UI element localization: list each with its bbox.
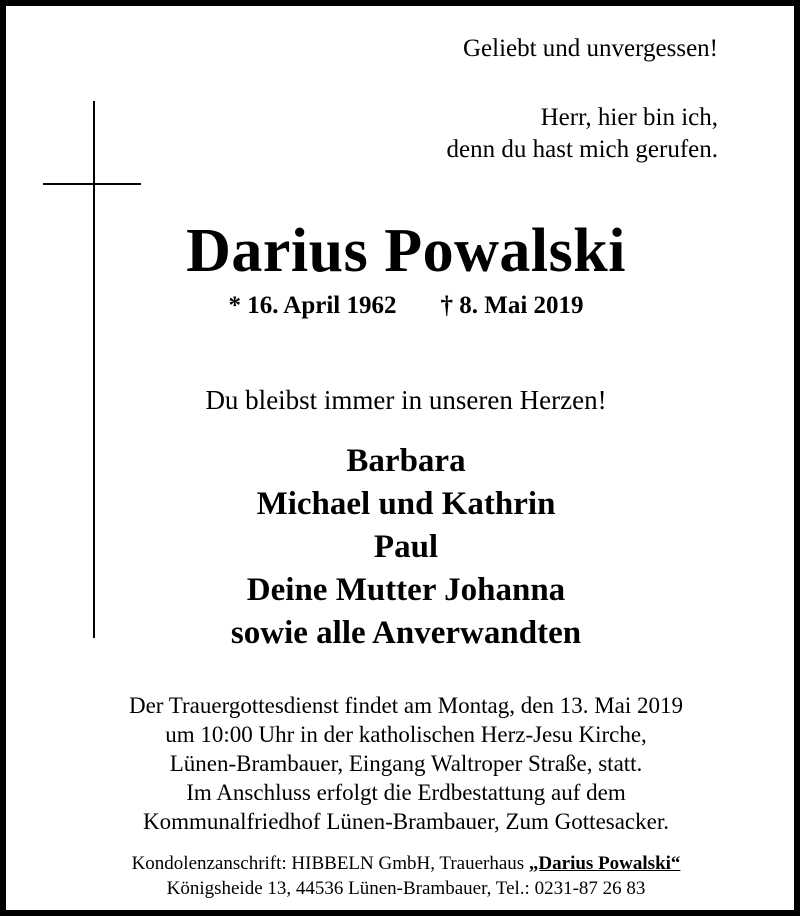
- motto: Geliebt und unvergessen!: [462, 35, 718, 62]
- birth-date: * 16. April 1962: [228, 292, 397, 319]
- mourner-item: Paul: [373, 529, 439, 565]
- verse-line-2: denn du hast mich gerufen.: [446, 136, 718, 163]
- cross-icon-bar: [43, 183, 141, 185]
- condolence-address: [6, 851, 800, 901]
- mourner-item: Michael und Kathrin: [256, 486, 556, 522]
- mourner-item: sowie alle Anverwandten: [230, 615, 582, 651]
- death-date: † 8. Mai 2019: [440, 292, 584, 319]
- contact-prefix: Kondolenzanschrift: HIBBELN GmbH, Trauerhaus: [131, 853, 529, 874]
- service-line: um 10:00 Uhr in der katholischen Herz-Jesu Kirche,: [165, 722, 647, 747]
- bible-verse: [447, 102, 718, 166]
- service-line: Im Anschluss erfolgt die Erdbestattung auf dem: [186, 780, 626, 805]
- mourner-item: Deine Mutter Johanna: [246, 572, 566, 608]
- contact-line-1: [6, 851, 800, 876]
- service-line: Kommunalfriedhof Lünen-Brambauer, Zum Gottesacker.: [143, 809, 669, 834]
- life-dates: [6, 290, 800, 322]
- contact-address: Königsheide 13, 44536 Lünen-Brambauer, Tel.: 0231-87 26 83: [166, 878, 646, 899]
- mourners-list: [6, 440, 800, 655]
- funeral-house-name: „Darius Powalski“: [528, 853, 681, 874]
- service-info: [6, 691, 800, 836]
- verse-line-1: Herr, hier bin ich,: [540, 104, 718, 131]
- service-line: Lünen-Brambauer, Eingang Waltroper Straße, statt.: [169, 751, 643, 776]
- deceased-name: Darius Powalski: [186, 217, 626, 285]
- service-line: Der Trauergottesdienst findet am Montag, den 13. Mai 2019: [128, 693, 684, 718]
- mourner-item: Barbara: [346, 443, 466, 479]
- farewell-line: Du bleibst immer in unseren Herzen!: [205, 385, 607, 415]
